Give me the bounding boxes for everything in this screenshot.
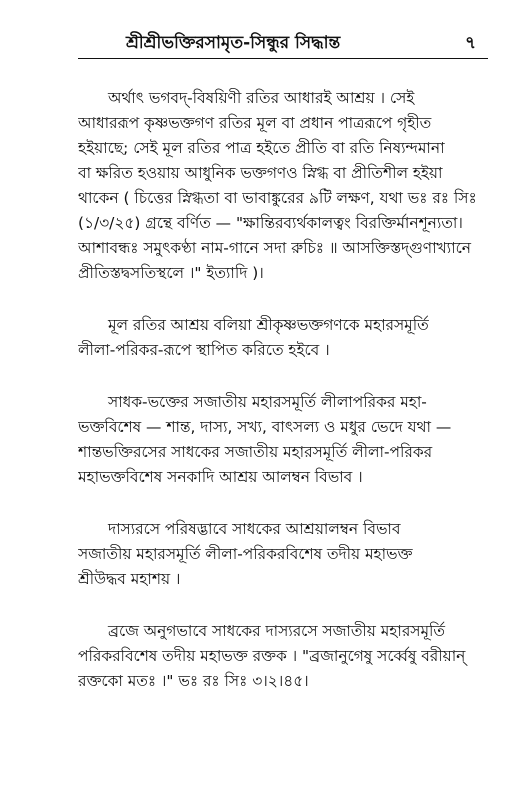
text-line: লীলা-পরিকর-রূপে স্থাপিত করিতে হইবে । [78,341,330,359]
text-line: রক্তকো মতঃ ।" ভঃ রঃ সিঃ ৩।২।৪৫। [78,672,309,690]
page-body [78,86,488,721]
text-line: মূল রতির আশ্রয় বলিয়া শ্রীকৃষ্ণভক্তগণকে মহারসমূর্তি [108,316,429,334]
text-line: ভক্তবিশেষ — শান্ত, দাস্য, সখ্য, বাৎসল্য ও মধুর ভেদে যথা — [78,418,452,436]
text-line: আধাররূপ কৃষ্ণভক্তগণ রতির মূল বা প্রধান পাত্ররূপে গৃহীত [78,114,432,132]
text-line: প্রীতিস্তদ্বসতিস্থলে ।" ইত্যাদি )। [78,264,264,282]
text-line: পরিকরবিশেষ তদীয় মহাভক্ত রক্তক । "ব্রজানুগেষু সর্ব্বেষু বরীয়ান্ [78,647,466,665]
text-line: দাস্যরসে পরিষদ্ভাবে সাধকের আশ্রয়ালম্বন বিভাব [108,520,401,538]
text-line: (১/৩/২৫) গ্রন্থে বর্ণিত — "ক্ষান্তিরব্যর্থকালত্বং বিরক্তির্মানশূন্যতা। [78,214,463,232]
text-line: ব্রজে অনুগভাবে সাধকের দাস্যরসে সজাতীয় মহারসমূর্তি [108,622,445,640]
paragraph-5 [78,619,488,694]
paragraph-1 [78,86,488,286]
header-rule [78,58,488,59]
text-line: সজাতীয় মহারসমূর্তি লীলা-পরিকরবিশেষ তদীয় মহাভক্ত [78,545,413,563]
text-line: হইয়াছে; সেই মূল রতির পাত্র হইতে প্রীতি বা রতি নিষ্যন্দমানা [78,139,445,157]
paragraph-3 [78,390,488,490]
text-line: থাকেন ( চিত্তের স্নিগ্ধতা বা ভাবাঙ্কুরের ৯টি লক্ষণ, যথা ভঃ রঃ সিঃ [78,189,477,207]
paragraph-4 [78,517,488,592]
running-title: শ্রীশ্রীভক্তিরসামৃত-সিন্ধুর সিদ্ধান্ত [126,33,341,53]
paragraph-2 [78,313,488,363]
text-line: আশাবন্ধঃ সমুৎকণ্ঠা নাম-গানে সদা রুচিঃ ॥ আসক্তিস্তদ্গুণাখ্যানে [78,239,471,257]
text-line: সাধক-ভক্তের সজাতীয় মহারসমূর্তি লীলাপরিকর মহা- [108,393,427,411]
text-line: অর্থাৎ ভগবদ্-বিষয়িণী রতির আধারই আশ্রয় । সেই [108,89,415,107]
text-line: শ্রীউদ্ধব মহাশয় । [78,570,181,588]
text-line: বা ক্ষরিত হওয়ায় আধুনিক ভক্তগণও স্নিগ্ধ বা প্রীতিশীল হইয়া [78,164,443,182]
text-line: শান্তভক্তিরসের সাধকের সজাতীয় মহারসমূর্তি লীলা-পরিকর [78,443,433,461]
text-line: মহাভক্তবিশেষ সনকাদি আশ্রয় আলম্বন বিভাব । [78,468,363,486]
page-number: ৭ [464,33,476,53]
